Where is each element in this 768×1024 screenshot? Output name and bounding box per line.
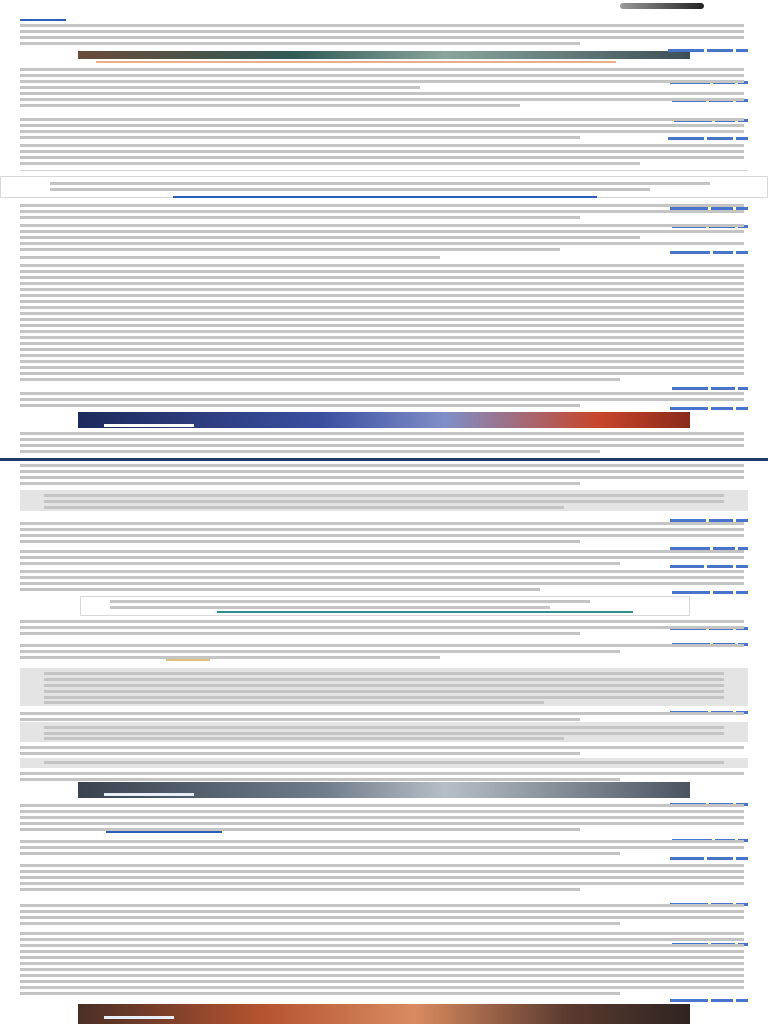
body-text-line: [20, 870, 744, 873]
section-divider: [20, 170, 748, 171]
share-links-row[interactable]: [612, 854, 748, 862]
page-subtitle: [20, 12, 600, 20]
body-text-line: [20, 632, 580, 635]
body-text-line: [44, 672, 724, 675]
body-text-line: [44, 701, 544, 704]
page-title: [20, 2, 600, 12]
share-links-row[interactable]: [612, 134, 748, 142]
body-text-line: [44, 500, 724, 503]
body-text-line: [20, 980, 744, 983]
article-image-1: [78, 51, 690, 59]
body-text-line: [20, 270, 744, 273]
body-text-line: [20, 576, 744, 579]
body-text-line: [20, 342, 744, 345]
body-text-line: [20, 438, 744, 441]
share-links-row[interactable]: [612, 248, 748, 256]
body-text-line: [20, 650, 620, 653]
body-text-line: [20, 950, 744, 953]
body-text-line: [20, 450, 600, 453]
body-text-line: [20, 916, 744, 919]
body-text-line: [20, 910, 744, 913]
body-text-line: [20, 150, 744, 153]
image-label: [104, 1016, 174, 1019]
body-text-line: [20, 236, 640, 239]
body-text-line: [20, 582, 744, 585]
body-text-line: [20, 288, 744, 291]
body-text-line: [20, 656, 440, 659]
body-text-line: [20, 74, 744, 77]
body-text-line: [20, 588, 540, 591]
share-links-row[interactable]: [612, 562, 748, 570]
body-text-line: [20, 136, 580, 139]
share-links-row[interactable]: [612, 996, 748, 1004]
body-text-line: [20, 852, 620, 855]
body-text-line: [44, 726, 724, 729]
body-text-line: [20, 282, 744, 285]
share-links-row[interactable]: [612, 384, 748, 392]
body-text-line: [20, 846, 744, 849]
body-text-line: [20, 522, 744, 525]
body-text-line: [110, 606, 550, 609]
body-text-line: [20, 86, 420, 89]
body-text-line: [110, 600, 590, 603]
body-text-line: [20, 944, 744, 947]
body-text-line: [50, 182, 710, 185]
body-text-line: [20, 778, 620, 781]
body-text-line: [20, 156, 744, 159]
inline-link-2[interactable]: [106, 831, 222, 833]
body-text-line: [20, 398, 744, 401]
body-text-line: [44, 732, 724, 735]
share-links-row[interactable]: [612, 404, 748, 412]
site-header: [0, 0, 768, 22]
body-text-line: [20, 804, 744, 807]
body-text-line: [20, 124, 744, 127]
body-text-line: [20, 312, 744, 315]
body-text-line: [20, 336, 744, 339]
body-text-line: [20, 746, 744, 749]
body-text-line: [20, 392, 744, 395]
embedded-card[interactable]: [0, 176, 768, 198]
body-text-line: [20, 540, 580, 543]
body-text-line: [20, 550, 744, 553]
body-text-line: [44, 506, 564, 509]
body-text-line: [20, 620, 744, 623]
body-text-line: [20, 264, 744, 267]
body-text-line: [20, 276, 744, 279]
body-text-line: [20, 130, 744, 133]
body-text-line: [44, 494, 724, 497]
body-text-line: [20, 104, 520, 107]
body-text-line: [20, 752, 580, 755]
body-text-line: [20, 816, 744, 819]
body-text-line: [20, 470, 744, 473]
body-text-line: [20, 30, 744, 33]
body-text-line: [20, 644, 744, 647]
body-text-line: [20, 230, 744, 233]
body-text-line: [20, 42, 580, 45]
body-text-line: [20, 956, 744, 959]
body-text-line: [44, 678, 724, 681]
body-text-line: [20, 932, 744, 935]
body-text-line: [20, 992, 620, 995]
body-text-line: [20, 570, 744, 573]
share-links-row[interactable]: [612, 46, 748, 54]
body-text-line: [20, 242, 744, 245]
body-text-line: [20, 324, 744, 327]
body-text-line: [44, 684, 724, 687]
image-label: [104, 424, 194, 427]
body-text-line: [20, 562, 620, 565]
body-text-line: [20, 294, 744, 297]
share-links-row[interactable]: [612, 588, 748, 596]
body-text-line: [44, 761, 724, 764]
body-text-line: [20, 974, 744, 977]
body-text-line: [20, 938, 744, 941]
image-label: [104, 793, 194, 796]
body-text-line: [20, 318, 744, 321]
pill-logo-icon[interactable]: [620, 3, 704, 9]
inline-highlight: [166, 659, 210, 661]
body-text-line: [20, 534, 744, 537]
body-text-line: [20, 204, 744, 207]
body-text-line: [20, 224, 744, 227]
body-text-line: [44, 690, 724, 693]
body-text-line: [20, 718, 580, 721]
body-text-line: [20, 216, 580, 219]
body-text-line: [20, 24, 744, 27]
body-text-line: [20, 904, 744, 907]
body-text-line: [20, 432, 744, 435]
body-text-line: [20, 92, 744, 95]
body-text-line: [20, 922, 620, 925]
body-text-line: [20, 162, 640, 165]
body-text-line: [20, 98, 744, 101]
body-text-line: [20, 840, 744, 843]
body-text-line: [44, 737, 564, 740]
body-text-line: [20, 118, 744, 121]
body-text-line: [20, 372, 744, 375]
body-text-line: [20, 828, 580, 831]
body-text-line: [20, 968, 744, 971]
body-text-line: [20, 528, 744, 531]
image-caption-underline: [96, 61, 616, 63]
body-text-line: [20, 366, 744, 369]
body-text-line: [20, 626, 744, 629]
body-text-line: [50, 188, 650, 191]
body-text-line: [20, 144, 744, 147]
body-text-line: [44, 696, 724, 699]
body-text-line: [20, 354, 744, 357]
body-text-line: [20, 210, 744, 213]
body-text-line: [20, 822, 744, 825]
body-text-line: [20, 888, 580, 891]
body-text-line: [20, 378, 620, 381]
body-text-line: [20, 444, 744, 447]
body-text-line: [20, 80, 744, 83]
body-text-line: [20, 36, 744, 39]
body-text-line: [20, 330, 744, 333]
body-text-line: [20, 306, 744, 309]
body-text-line: [20, 876, 744, 879]
body-text-line: [20, 986, 744, 989]
body-text-line: [20, 248, 560, 251]
card-link-bar[interactable]: [217, 611, 633, 613]
body-text-line: [20, 712, 744, 715]
body-text-line: [20, 404, 580, 407]
body-text-line: [20, 300, 744, 303]
body-text-line: [20, 68, 744, 71]
body-text-line: [20, 772, 744, 775]
body-text-line: [20, 882, 744, 885]
body-text-line: [20, 464, 744, 467]
article-image-4: [78, 1004, 690, 1024]
title-underline: [20, 19, 66, 21]
body-text-line: [20, 810, 744, 813]
body-text-line: [20, 962, 744, 965]
body-text-line: [20, 864, 744, 867]
body-text-line: [20, 476, 744, 479]
fold-band: [0, 458, 768, 461]
body-text-line: [20, 256, 440, 259]
body-text-line: [20, 348, 744, 351]
card-link-bar[interactable]: [173, 196, 597, 198]
body-text-line: [20, 360, 744, 363]
body-text-line: [20, 556, 744, 559]
body-text-line: [20, 482, 580, 485]
